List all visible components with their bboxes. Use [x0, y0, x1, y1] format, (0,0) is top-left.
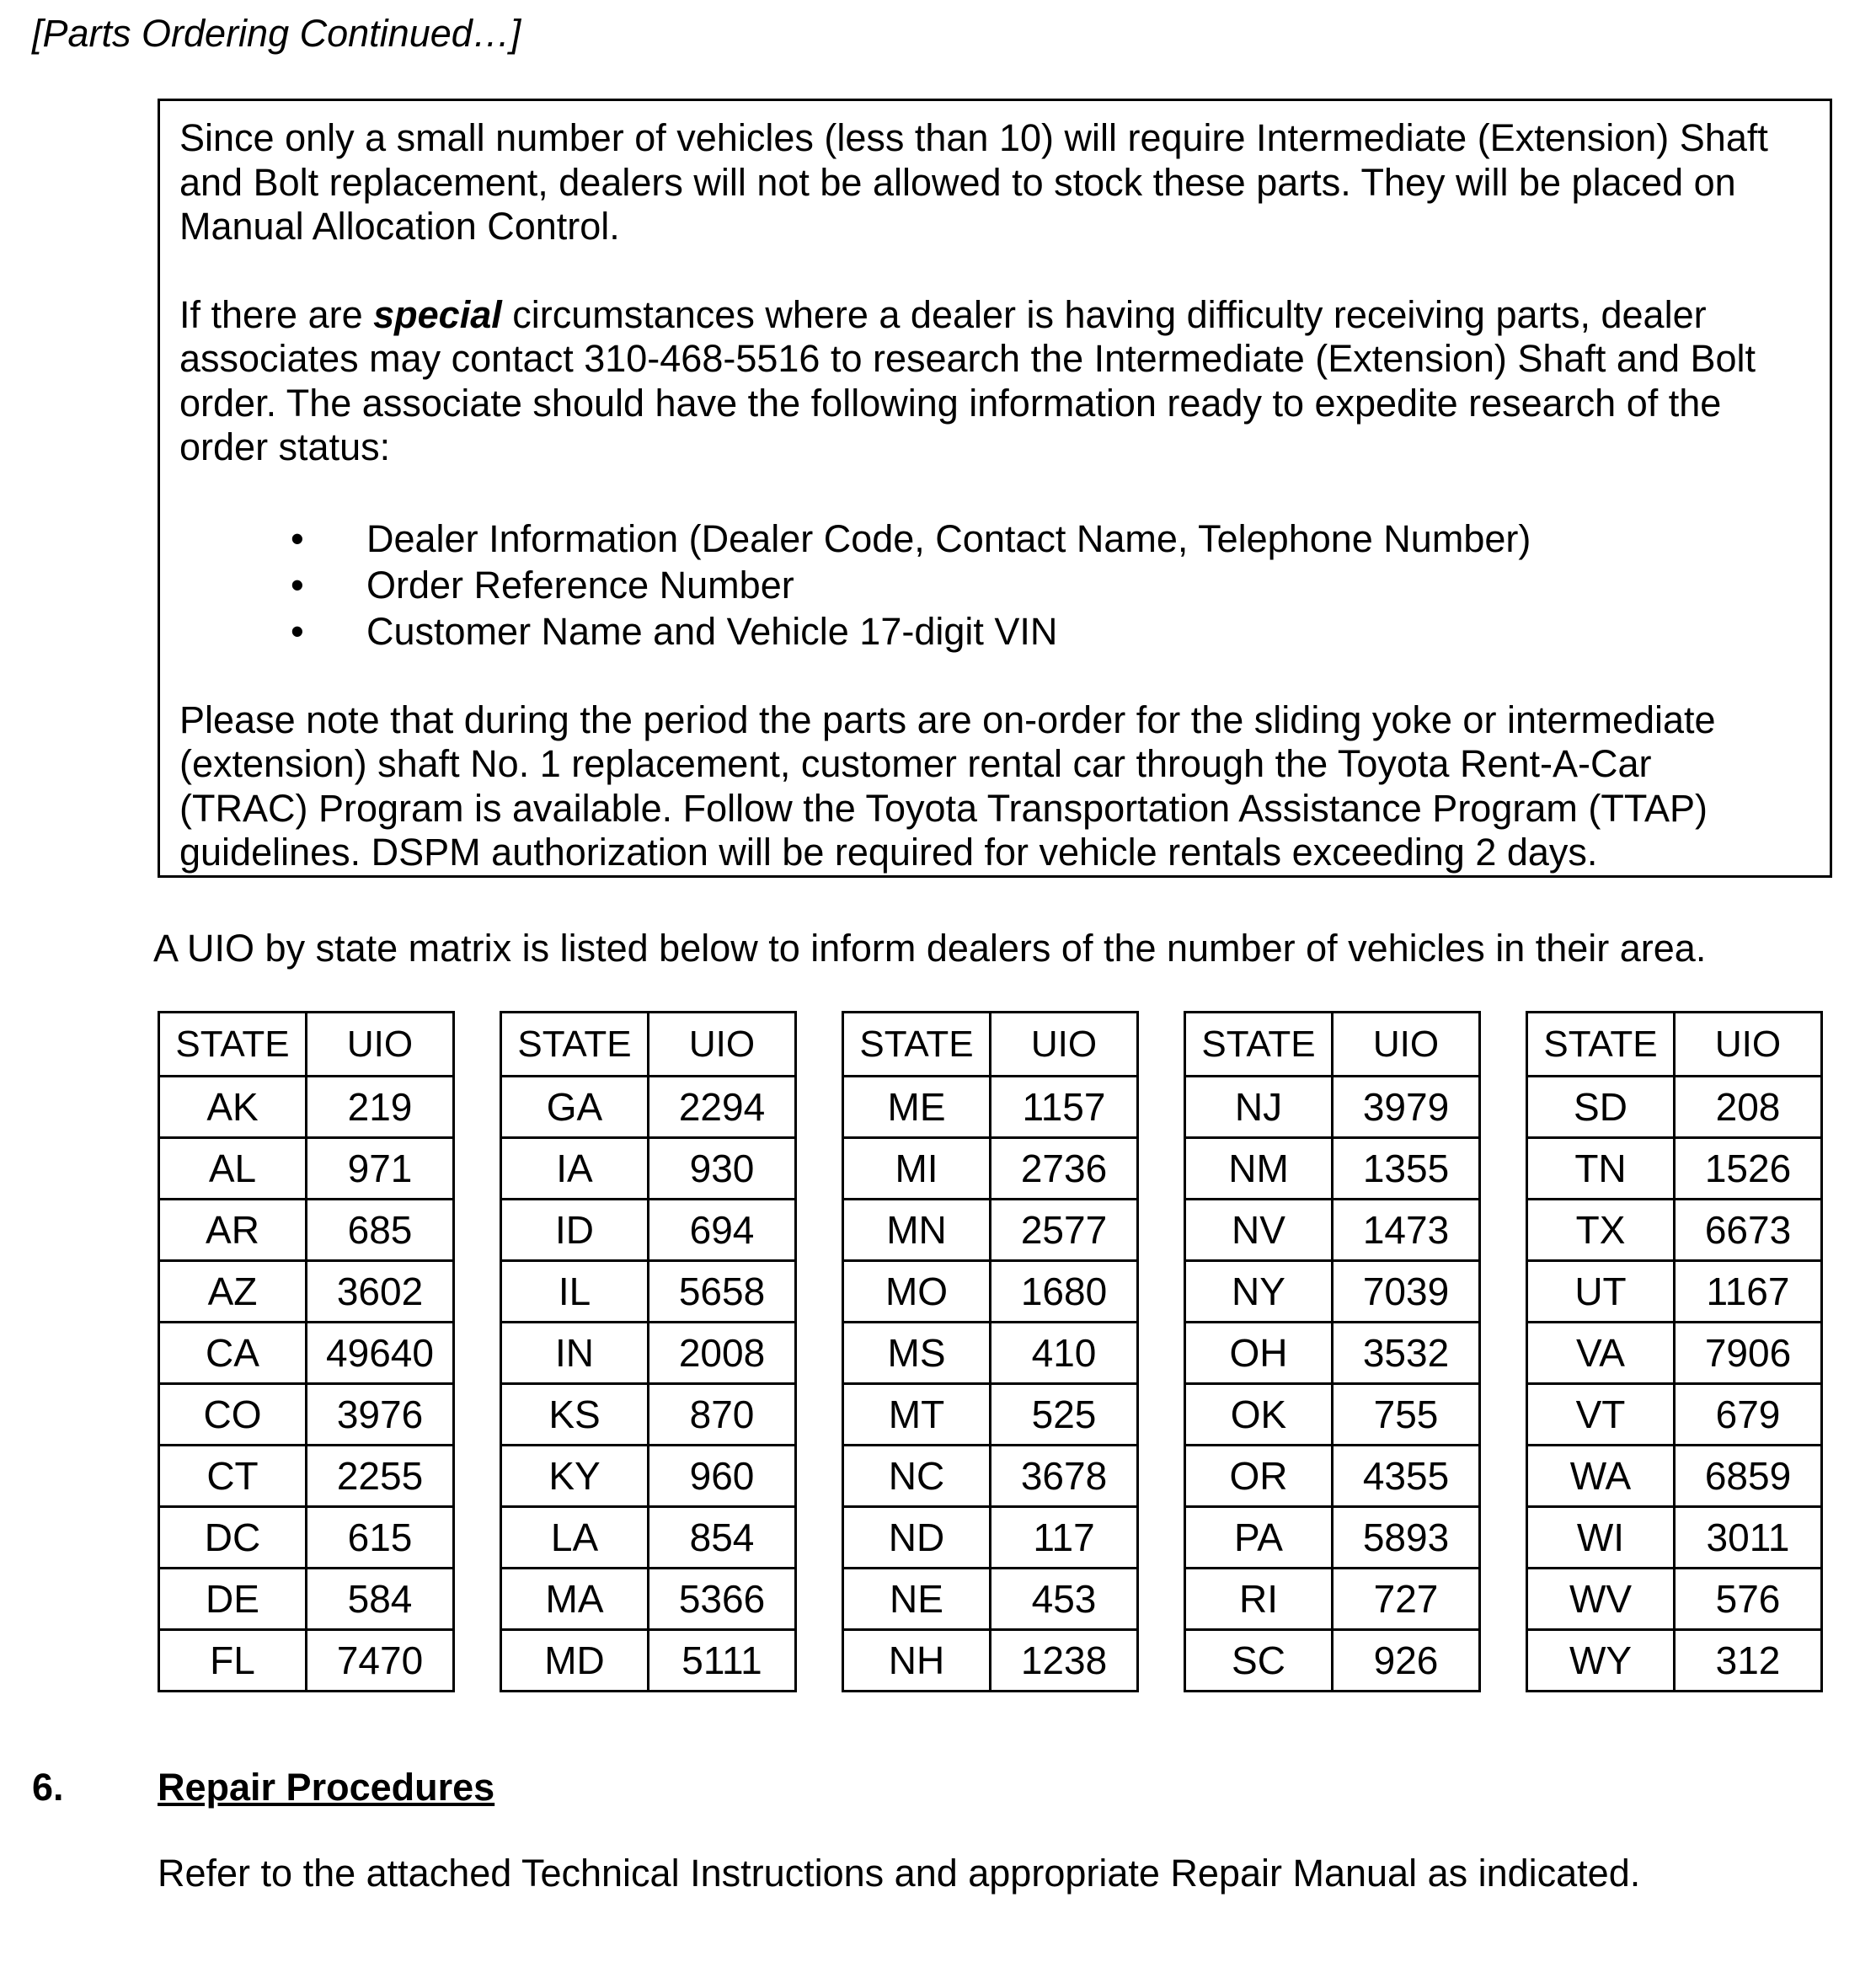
- uio-table-3: [842, 1011, 1139, 1692]
- state-cell: TN: [1527, 1138, 1675, 1200]
- uio-table-1: [158, 1011, 455, 1692]
- table-row: [501, 1507, 796, 1569]
- state-cell: NJ: [1185, 1077, 1333, 1138]
- state-cell: MT: [843, 1384, 991, 1446]
- state-cell: VA: [1527, 1323, 1675, 1384]
- uio-cell: 3979: [1333, 1077, 1480, 1138]
- table-row: [843, 1384, 1138, 1446]
- state-cell: MD: [501, 1630, 649, 1692]
- table-header-row: [1185, 1013, 1480, 1077]
- table-row: [1185, 1507, 1480, 1569]
- uio-column-header: UIO: [991, 1013, 1138, 1077]
- section-title: Repair Procedures: [158, 1766, 495, 1809]
- notice-paragraph-rental: Please note that during the period the parts are on-order for the sliding yoke or intermediate (extension) shaft No. 1 replacement, customer rental car through the Toyota Rent-A-Car (TRAC) Program is available. Follow the Toyota Transportation Assistance Program (TTAP) guidelines. DSPM authorization will be required for vehicle rentals exceeding 2 days.: [179, 698, 1716, 874]
- uio-cell: 3532: [1333, 1323, 1480, 1384]
- uio-cell: 1167: [1675, 1261, 1822, 1323]
- uio-cell: 525: [991, 1384, 1138, 1446]
- state-cell: OH: [1185, 1323, 1333, 1384]
- state-cell: OR: [1185, 1446, 1333, 1507]
- table-row: [1527, 1446, 1822, 1507]
- table-row: [159, 1446, 454, 1507]
- uio-cell: 615: [307, 1507, 454, 1569]
- table-row: [159, 1200, 454, 1261]
- state-cell: MI: [843, 1138, 991, 1200]
- uio-cell: 410: [991, 1323, 1138, 1384]
- uio-cell: 2255: [307, 1446, 454, 1507]
- table-row: [1185, 1138, 1480, 1200]
- special-text-before: If there are: [179, 292, 374, 336]
- uio-cell: 755: [1333, 1384, 1480, 1446]
- table-row: [1185, 1200, 1480, 1261]
- special-text-after: circumstances where a dealer is having difficulty receiving parts, dealer associates may contact 310-468-5516 to research the Intermediate (Extension) Shaft and Bolt order. The associate should have the following information ready to expedite research of the order status:: [179, 292, 1756, 468]
- state-column-header: STATE: [501, 1013, 649, 1077]
- state-column-header: STATE: [1527, 1013, 1675, 1077]
- table-row: [843, 1200, 1138, 1261]
- state-cell: CA: [159, 1323, 307, 1384]
- table-row: [159, 1323, 454, 1384]
- uio-column-header: UIO: [1333, 1013, 1480, 1077]
- state-cell: PA: [1185, 1507, 1333, 1569]
- uio-cell: 49640: [307, 1323, 454, 1384]
- table-row: [843, 1630, 1138, 1692]
- table-header-row: [501, 1013, 796, 1077]
- state-cell: AL: [159, 1138, 307, 1200]
- uio-cell: 7470: [307, 1630, 454, 1692]
- uio-cell: 3678: [991, 1446, 1138, 1507]
- table-row: [1185, 1446, 1480, 1507]
- state-cell: CT: [159, 1446, 307, 1507]
- uio-cell: 2294: [649, 1077, 796, 1138]
- uio-cell: 971: [307, 1138, 454, 1200]
- table-row: [843, 1323, 1138, 1384]
- table-row: [1527, 1200, 1822, 1261]
- table-row: [159, 1261, 454, 1323]
- uio-cell: 576: [1675, 1569, 1822, 1630]
- uio-cell: 584: [307, 1569, 454, 1630]
- special-emphasis: special: [373, 292, 502, 336]
- state-cell: MA: [501, 1569, 649, 1630]
- state-cell: IN: [501, 1323, 649, 1384]
- uio-cell: 3011: [1675, 1507, 1822, 1569]
- uio-cell: 453: [991, 1569, 1138, 1630]
- table-row: [1185, 1323, 1480, 1384]
- table-row: [159, 1384, 454, 1446]
- table-row: [1527, 1569, 1822, 1630]
- state-cell: IL: [501, 1261, 649, 1323]
- uio-cell: 685: [307, 1200, 454, 1261]
- uio-cell: 5366: [649, 1569, 796, 1630]
- state-cell: ID: [501, 1200, 649, 1261]
- uio-cell: 3602: [307, 1261, 454, 1323]
- state-cell: WV: [1527, 1569, 1675, 1630]
- state-cell: MO: [843, 1261, 991, 1323]
- table-row: [501, 1077, 796, 1138]
- table-row: [159, 1569, 454, 1630]
- uio-cell: 727: [1333, 1569, 1480, 1630]
- state-cell: NV: [1185, 1200, 1333, 1261]
- state-column-header: STATE: [843, 1013, 991, 1077]
- state-cell: MS: [843, 1323, 991, 1384]
- state-cell: NY: [1185, 1261, 1333, 1323]
- table-row: [843, 1138, 1138, 1200]
- continued-heading: [Parts Ordering Continued…]: [32, 12, 521, 55]
- uio-intro-text: A UIO by state matrix is listed below to inform dealers of the number of vehicles in their area.: [153, 927, 1707, 970]
- table-row: [1185, 1261, 1480, 1323]
- table-row: [159, 1077, 454, 1138]
- state-column-header: STATE: [159, 1013, 307, 1077]
- state-cell: ME: [843, 1077, 991, 1138]
- uio-cell: 694: [649, 1200, 796, 1261]
- uio-table-2: [500, 1011, 797, 1692]
- state-cell: ND: [843, 1507, 991, 1569]
- state-cell: CO: [159, 1384, 307, 1446]
- table-row: [501, 1261, 796, 1323]
- state-cell: KS: [501, 1384, 649, 1446]
- uio-cell: 3976: [307, 1384, 454, 1446]
- uio-cell: 1355: [1333, 1138, 1480, 1200]
- uio-cell: 5893: [1333, 1507, 1480, 1569]
- list-item: • Customer Name and Vehicle 17-digit VIN: [291, 608, 1782, 655]
- state-cell: NH: [843, 1630, 991, 1692]
- uio-column-header: UIO: [1675, 1013, 1822, 1077]
- table-row: [1527, 1507, 1822, 1569]
- table-row: [843, 1569, 1138, 1630]
- table-row: [1527, 1261, 1822, 1323]
- table-row: [1185, 1077, 1480, 1138]
- uio-cell: 117: [991, 1507, 1138, 1569]
- state-cell: LA: [501, 1507, 649, 1569]
- uio-cell: 1526: [1675, 1138, 1822, 1200]
- state-cell: SD: [1527, 1077, 1675, 1138]
- notice-paragraph-allocation: Since only a small number of vehicles (less than 10) will require Intermediate (Extension) Shaft and Bolt replacement, dealers will not be allowed to stock these parts. They will be placed on Manual Allocation Control.: [179, 116, 1768, 248]
- parts-notice-box: [158, 99, 1832, 878]
- table-header-row: [159, 1013, 454, 1077]
- uio-cell: 6859: [1675, 1446, 1822, 1507]
- uio-cell: 7906: [1675, 1323, 1822, 1384]
- table-row: [501, 1630, 796, 1692]
- uio-cell: 1157: [991, 1077, 1138, 1138]
- uio-table-4: [1184, 1011, 1481, 1692]
- uio-cell: 7039: [1333, 1261, 1480, 1323]
- state-cell: KY: [501, 1446, 649, 1507]
- list-item: • Order Reference Number: [291, 562, 1782, 608]
- table-row: [1527, 1630, 1822, 1692]
- state-cell: FL: [159, 1630, 307, 1692]
- state-cell: GA: [501, 1077, 649, 1138]
- uio-cell: 4355: [1333, 1446, 1480, 1507]
- state-cell: NE: [843, 1569, 991, 1630]
- uio-cell: 312: [1675, 1630, 1822, 1692]
- state-cell: UT: [1527, 1261, 1675, 1323]
- table-row: [843, 1507, 1138, 1569]
- table-row: [501, 1569, 796, 1630]
- state-cell: AK: [159, 1077, 307, 1138]
- state-cell: WA: [1527, 1446, 1675, 1507]
- state-cell: DE: [159, 1569, 307, 1630]
- uio-cell: 1238: [991, 1630, 1138, 1692]
- table-row: [501, 1138, 796, 1200]
- table-row: [1185, 1630, 1480, 1692]
- state-cell: RI: [1185, 1569, 1333, 1630]
- uio-cell: 2736: [991, 1138, 1138, 1200]
- state-cell: OK: [1185, 1384, 1333, 1446]
- table-row: [501, 1384, 796, 1446]
- uio-cell: 926: [1333, 1630, 1480, 1692]
- table-row: [1527, 1384, 1822, 1446]
- uio-cell: 219: [307, 1077, 454, 1138]
- state-cell: IA: [501, 1138, 649, 1200]
- uio-cell: 930: [649, 1138, 796, 1200]
- table-header-row: [1527, 1013, 1822, 1077]
- uio-cell: 1473: [1333, 1200, 1480, 1261]
- table-row: [843, 1261, 1138, 1323]
- table-row: [1527, 1077, 1822, 1138]
- notice-paragraph-special: [179, 293, 1782, 470]
- state-cell: VT: [1527, 1384, 1675, 1446]
- section-text: Refer to the attached Technical Instructions and appropriate Repair Manual as indicated.: [158, 1852, 1641, 1895]
- state-cell: WY: [1527, 1630, 1675, 1692]
- uio-cell: 854: [649, 1507, 796, 1569]
- table-header-row: [843, 1013, 1138, 1077]
- state-cell: NC: [843, 1446, 991, 1507]
- table-row: [1527, 1323, 1822, 1384]
- state-cell: TX: [1527, 1200, 1675, 1261]
- uio-column-header: UIO: [649, 1013, 796, 1077]
- state-column-header: STATE: [1185, 1013, 1333, 1077]
- uio-column-header: UIO: [307, 1013, 454, 1077]
- uio-cell: 870: [649, 1384, 796, 1446]
- state-cell: WI: [1527, 1507, 1675, 1569]
- uio-cell: 2008: [649, 1323, 796, 1384]
- state-cell: DC: [159, 1507, 307, 1569]
- table-row: [1185, 1384, 1480, 1446]
- list-item: • Dealer Information (Dealer Code, Contact Name, Telephone Number): [291, 516, 1782, 562]
- table-row: [843, 1077, 1138, 1138]
- state-cell: NM: [1185, 1138, 1333, 1200]
- uio-cell: 679: [1675, 1384, 1822, 1446]
- table-row: [501, 1446, 796, 1507]
- uio-cell: 2577: [991, 1200, 1138, 1261]
- uio-cell: 960: [649, 1446, 796, 1507]
- uio-cell: 5111: [649, 1630, 796, 1692]
- state-cell: AR: [159, 1200, 307, 1261]
- uio-cell: 6673: [1675, 1200, 1822, 1261]
- state-cell: SC: [1185, 1630, 1333, 1692]
- table-row: [501, 1200, 796, 1261]
- uio-table-5: [1526, 1011, 1823, 1692]
- table-row: [1527, 1138, 1822, 1200]
- table-row: [159, 1630, 454, 1692]
- state-cell: AZ: [159, 1261, 307, 1323]
- section-number: 6.: [32, 1766, 64, 1809]
- table-row: [159, 1138, 454, 1200]
- required-info-list: [179, 516, 1782, 655]
- uio-cell: 5658: [649, 1261, 796, 1323]
- table-row: [1185, 1569, 1480, 1630]
- uio-cell: 208: [1675, 1077, 1822, 1138]
- table-row: [843, 1446, 1138, 1507]
- table-row: [501, 1323, 796, 1384]
- table-row: [159, 1507, 454, 1569]
- uio-cell: 1680: [991, 1261, 1138, 1323]
- state-cell: MN: [843, 1200, 991, 1261]
